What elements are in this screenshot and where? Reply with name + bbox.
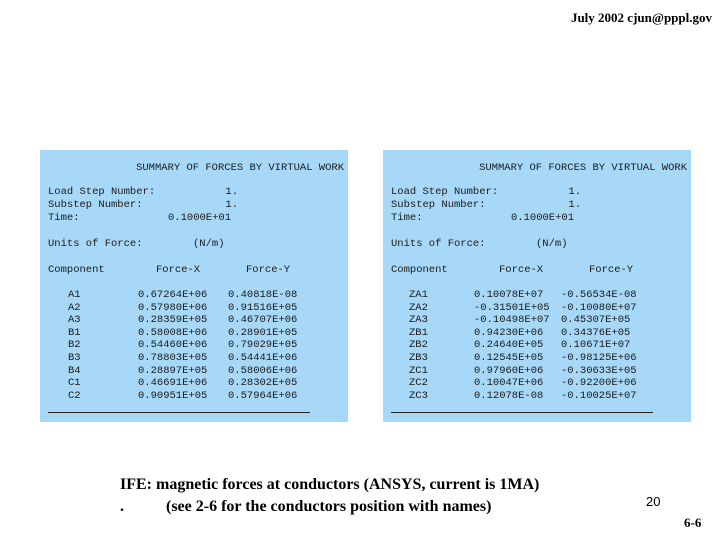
caption-line-2-text: (see 2-6 for the conductors position with names) <box>166 498 492 515</box>
component-name: C2 <box>68 389 81 402</box>
force-x-value: 0.97960E+06 <box>474 364 544 377</box>
table-row <box>391 377 691 390</box>
table-row <box>48 339 348 352</box>
component-name: C1 <box>68 377 81 390</box>
caption-line-1: IFE: magnetic forces at conductors (ANSYS, current is 1MA) <box>120 476 540 493</box>
component-name: ZC3 <box>409 389 428 402</box>
table-row <box>48 327 348 340</box>
table-row <box>48 352 348 365</box>
load-step-label: Load Step Number: <box>48 186 156 198</box>
caption-bullet: . <box>120 498 124 515</box>
component-name: A1 <box>68 289 81 301</box>
table-row <box>391 339 691 352</box>
component-name: ZB2 <box>409 339 428 352</box>
force-x-value: 0.46691E+06 <box>138 377 208 390</box>
force-x-value: 0.78803E+05 <box>138 351 208 364</box>
force-y-value: 0.58006E+06 <box>228 364 298 377</box>
component-name: B3 <box>68 351 81 364</box>
substep-value: 1. <box>225 199 238 211</box>
time-value: 0.1000E+01 <box>511 212 575 224</box>
table-row <box>391 289 691 302</box>
force-x-value: 0.10047E+06 <box>474 377 544 390</box>
table-row <box>48 377 348 390</box>
force-x-value: 0.28897E+05 <box>138 364 208 377</box>
component-name: A3 <box>68 314 81 327</box>
load-step-value: 1. <box>568 186 581 198</box>
table-row <box>391 302 691 315</box>
col-force-y: Force-Y <box>246 264 291 276</box>
load-step-value: 1. <box>225 186 238 198</box>
substep-line <box>48 199 238 211</box>
component-name: B2 <box>68 339 81 352</box>
force-x-value: 0.67264E+06 <box>138 289 208 301</box>
substep-label: Substep Number: <box>48 199 143 211</box>
load-step-line <box>48 186 238 198</box>
component-name: ZB3 <box>409 351 428 364</box>
force-y-value: 0.46707E+06 <box>228 314 298 327</box>
force-y-value: 0.57964E+06 <box>228 389 298 402</box>
time-line <box>391 212 575 224</box>
force-y-value: 0.34376E+05 <box>561 326 631 339</box>
load-step-label: Load Step Number: <box>391 186 499 198</box>
force-y-value: -0.56534E-08 <box>561 289 637 301</box>
time-label: Time: <box>391 212 423 224</box>
table-row <box>391 365 691 378</box>
force-y-value: -0.30633E+05 <box>561 364 637 377</box>
panel-title: SUMMARY OF FORCES BY VIRTUAL WORK <box>136 162 344 174</box>
table-row <box>391 327 691 340</box>
force-x-value: 0.94230E+06 <box>474 326 544 339</box>
component-name: A2 <box>68 301 81 314</box>
table-row <box>391 390 691 403</box>
force-y-value: -0.92200E+06 <box>561 377 637 390</box>
force-rows <box>391 289 691 402</box>
force-x-value: 0.90951E+05 <box>138 389 208 402</box>
force-summary-panel-right <box>383 150 691 422</box>
component-name: ZA2 <box>409 301 428 314</box>
force-x-value: 0.12078E-08 <box>474 389 544 402</box>
slide-id: 6-6 <box>684 515 702 530</box>
substep-value: 1. <box>568 199 581 211</box>
component-name: B1 <box>68 326 81 339</box>
component-name: ZC1 <box>409 364 428 377</box>
table-row <box>48 302 348 315</box>
table-row <box>48 390 348 403</box>
force-summary-panel-left <box>40 150 348 422</box>
table-row <box>48 365 348 378</box>
force-y-value: 0.45307E+05 <box>561 314 631 327</box>
force-x-value: -0.31501E+05 <box>474 301 550 314</box>
force-x-value: 0.10078E+07 <box>474 289 544 301</box>
header-text: July 2002 cjun@pppl.gov <box>570 10 712 25</box>
time-value: 0.1000E+01 <box>168 212 232 224</box>
component-name: ZC2 <box>409 377 428 390</box>
force-rows <box>48 289 348 402</box>
page-number: 20 <box>646 494 661 509</box>
units-label: Units of Force: <box>391 238 486 250</box>
table-rule <box>48 412 310 413</box>
panel-title: SUMMARY OF FORCES BY VIRTUAL WORK <box>479 162 687 174</box>
table-row <box>391 314 691 327</box>
col-force-x: Force-X <box>156 264 201 276</box>
units-value: (N/m) <box>536 238 568 250</box>
force-y-value: 0.54441E+06 <box>228 351 298 364</box>
force-y-value: 0.40818E-08 <box>228 289 298 301</box>
component-name: ZA1 <box>409 289 428 301</box>
force-x-value: 0.54460E+06 <box>138 339 208 352</box>
table-rule <box>391 412 653 413</box>
table-row <box>48 289 348 302</box>
force-y-value: -0.98125E+06 <box>561 351 637 364</box>
units-label: Units of Force: <box>48 238 143 250</box>
col-force-y: Force-Y <box>589 264 634 276</box>
slide-caption <box>120 474 539 518</box>
force-x-value: 0.58008E+06 <box>138 326 208 339</box>
force-x-value: 0.24640E+05 <box>474 339 544 352</box>
col-component: Component <box>391 264 448 276</box>
component-name: ZA3 <box>409 314 428 327</box>
force-y-value: -0.10025E+07 <box>561 389 637 402</box>
substep-line <box>391 199 581 211</box>
table-row <box>48 314 348 327</box>
component-name: ZB1 <box>409 326 428 339</box>
time-line <box>48 212 232 224</box>
component-name: B4 <box>68 364 81 377</box>
force-y-value: 0.28901E+05 <box>228 326 298 339</box>
force-y-value: 0.10671E+07 <box>561 339 631 352</box>
table-row <box>391 352 691 365</box>
units-line <box>48 238 225 250</box>
force-x-value: -0.10498E+07 <box>474 314 550 327</box>
force-y-value: -0.10080E+07 <box>561 301 637 314</box>
units-line <box>391 238 568 250</box>
force-y-value: 0.79029E+05 <box>228 339 298 352</box>
col-force-x: Force-X <box>499 264 544 276</box>
force-x-value: 0.28359E+05 <box>138 314 208 327</box>
load-step-line <box>391 186 581 198</box>
force-x-value: 0.12545E+05 <box>474 351 544 364</box>
force-y-value: 0.28302E+05 <box>228 377 298 390</box>
substep-label: Substep Number: <box>391 199 486 211</box>
force-x-value: 0.57980E+06 <box>138 301 208 314</box>
units-value: (N/m) <box>193 238 225 250</box>
time-label: Time: <box>48 212 80 224</box>
force-y-value: 0.91516E+05 <box>228 301 298 314</box>
caption-line-2 <box>120 496 539 518</box>
col-component: Component <box>48 264 105 276</box>
